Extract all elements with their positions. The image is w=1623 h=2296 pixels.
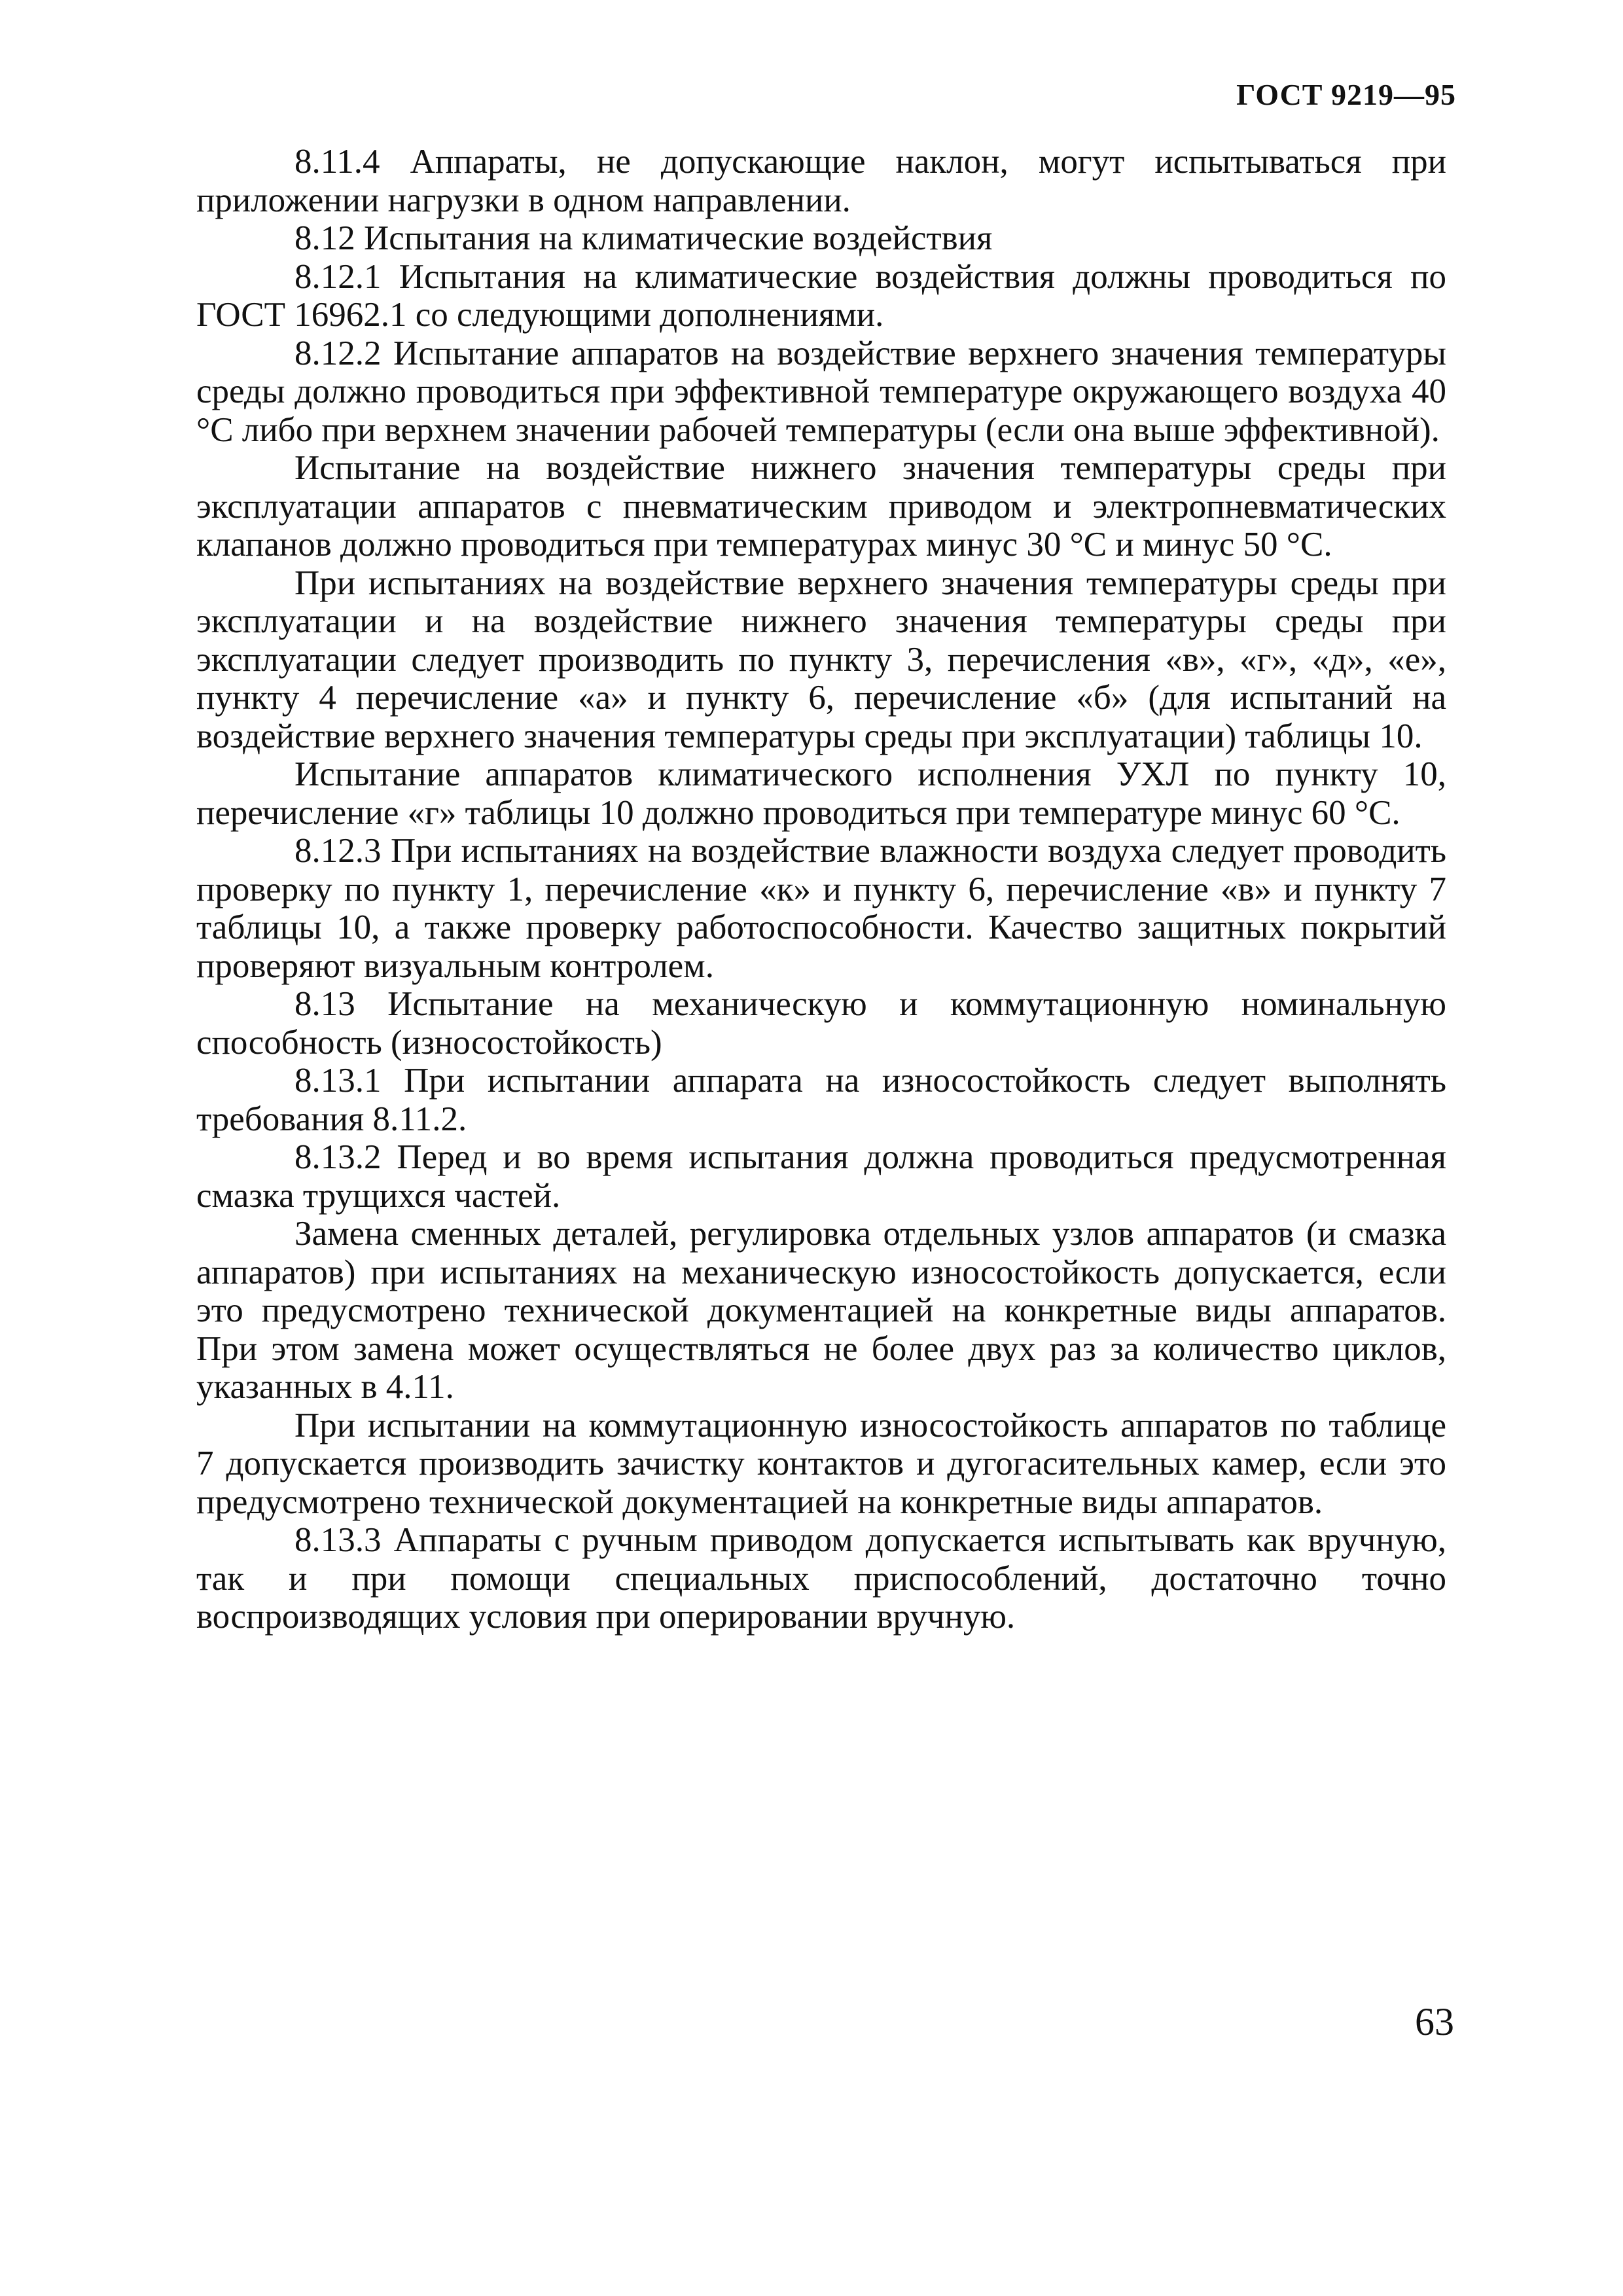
paragraph-parts-replacement: Замена сменных деталей, регулировка отдельных узлов аппаратов (и смазка аппаратов) при испытаниях на механическую износостойкость допускается, если это предусмотрено технической документацией на конкретные виды аппаратов. При этом замена может осуществляться не более двух раз за количество циклов, указанных в 4.11.	[196, 1215, 1446, 1406]
paragraph-contact-cleaning: При испытании на коммутационную износостойкость аппаратов по таблице 7 допускается производить зачистку контактов и дугогасительных камер, если это предусмотрено технической документацией на конкретные виды аппаратов.	[196, 1406, 1446, 1521]
paragraph-8-11-4: 8.11.4 Аппараты, не допускающие наклон, могут испытываться при приложении нагрузки в одном направлении.	[196, 143, 1446, 219]
document-header: ГОСТ 9219—95	[1236, 78, 1456, 111]
document-body	[196, 143, 1446, 1636]
paragraph-8-13-2: 8.13.2 Перед и во время испытания должна проводиться предусмотренная смазка трущихся частей.	[196, 1138, 1446, 1215]
paragraph-8-13-1: 8.13.1 При испытании аппарата на износостойкость следует выполнять требования 8.11.2.	[196, 1062, 1446, 1138]
paragraph-8-12-1: 8.12.1 Испытания на климатические воздействия должны проводиться по ГОСТ 16962.1 со следующими дополнениями.	[196, 257, 1446, 334]
page-number: 63	[1415, 2000, 1454, 2043]
paragraph-8-12-2: 8.12.2 Испытание аппаратов на воздействие верхнего значения температуры среды должно проводиться при эффективной температуре окружающего воздуха 40 °С либо при верхнем значении рабочей температуры (если она выше эффективной).	[196, 334, 1446, 449]
paragraph-test-procedure: При испытаниях на воздействие верхнего значения температуры среды при эксплуатации и на воздействие нижнего значения температуры среды при эксплуатации следует производить по пункту 3, перечисления «в», «г», «д», «е», пункту 4 перечисление «а» и пункту 6, перечисление «б» (для испытаний на воздействие верхнего значения температуры среды при эксплуатации) таблицы 10.	[196, 564, 1446, 755]
paragraph-8-13-3: 8.13.3 Аппараты с ручным приводом допускается испытывать как вручную, так и при помощи специальных приспособлений, достаточно точно воспроизводящих условия при оперировании вручную.	[196, 1521, 1446, 1636]
section-heading-8-12: 8.12 Испытания на климатические воздействия	[294, 219, 993, 257]
paragraph-uhl-test: Испытание аппаратов климатического исполнения УХЛ по пункту 10, перечисление «г» таблицы 10 должно проводиться при температуре минус 60 °С.	[196, 755, 1446, 832]
paragraph-8-12-3: 8.12.3 При испытаниях на воздействие влажности воздуха следует проводить проверку по пункту 1, перечисление «к» и пункту 6, перечисление «в» и пункту 7 таблицы 10, а также проверку работоспособности. Качество защитных покрытий проверяют визуальным контролем.	[196, 832, 1446, 985]
paragraph-low-temperature: Испытание на воздействие нижнего значения температуры среды при эксплуатации аппаратов с пневматическим приводом и электропневматических клапанов должно проводиться при температурах минус 30 °С и минус 50 °С.	[196, 449, 1446, 564]
section-heading-8-13: 8.13 Испытание на механическую и коммутационную номинальную способность (износостойкость)	[196, 985, 1446, 1062]
